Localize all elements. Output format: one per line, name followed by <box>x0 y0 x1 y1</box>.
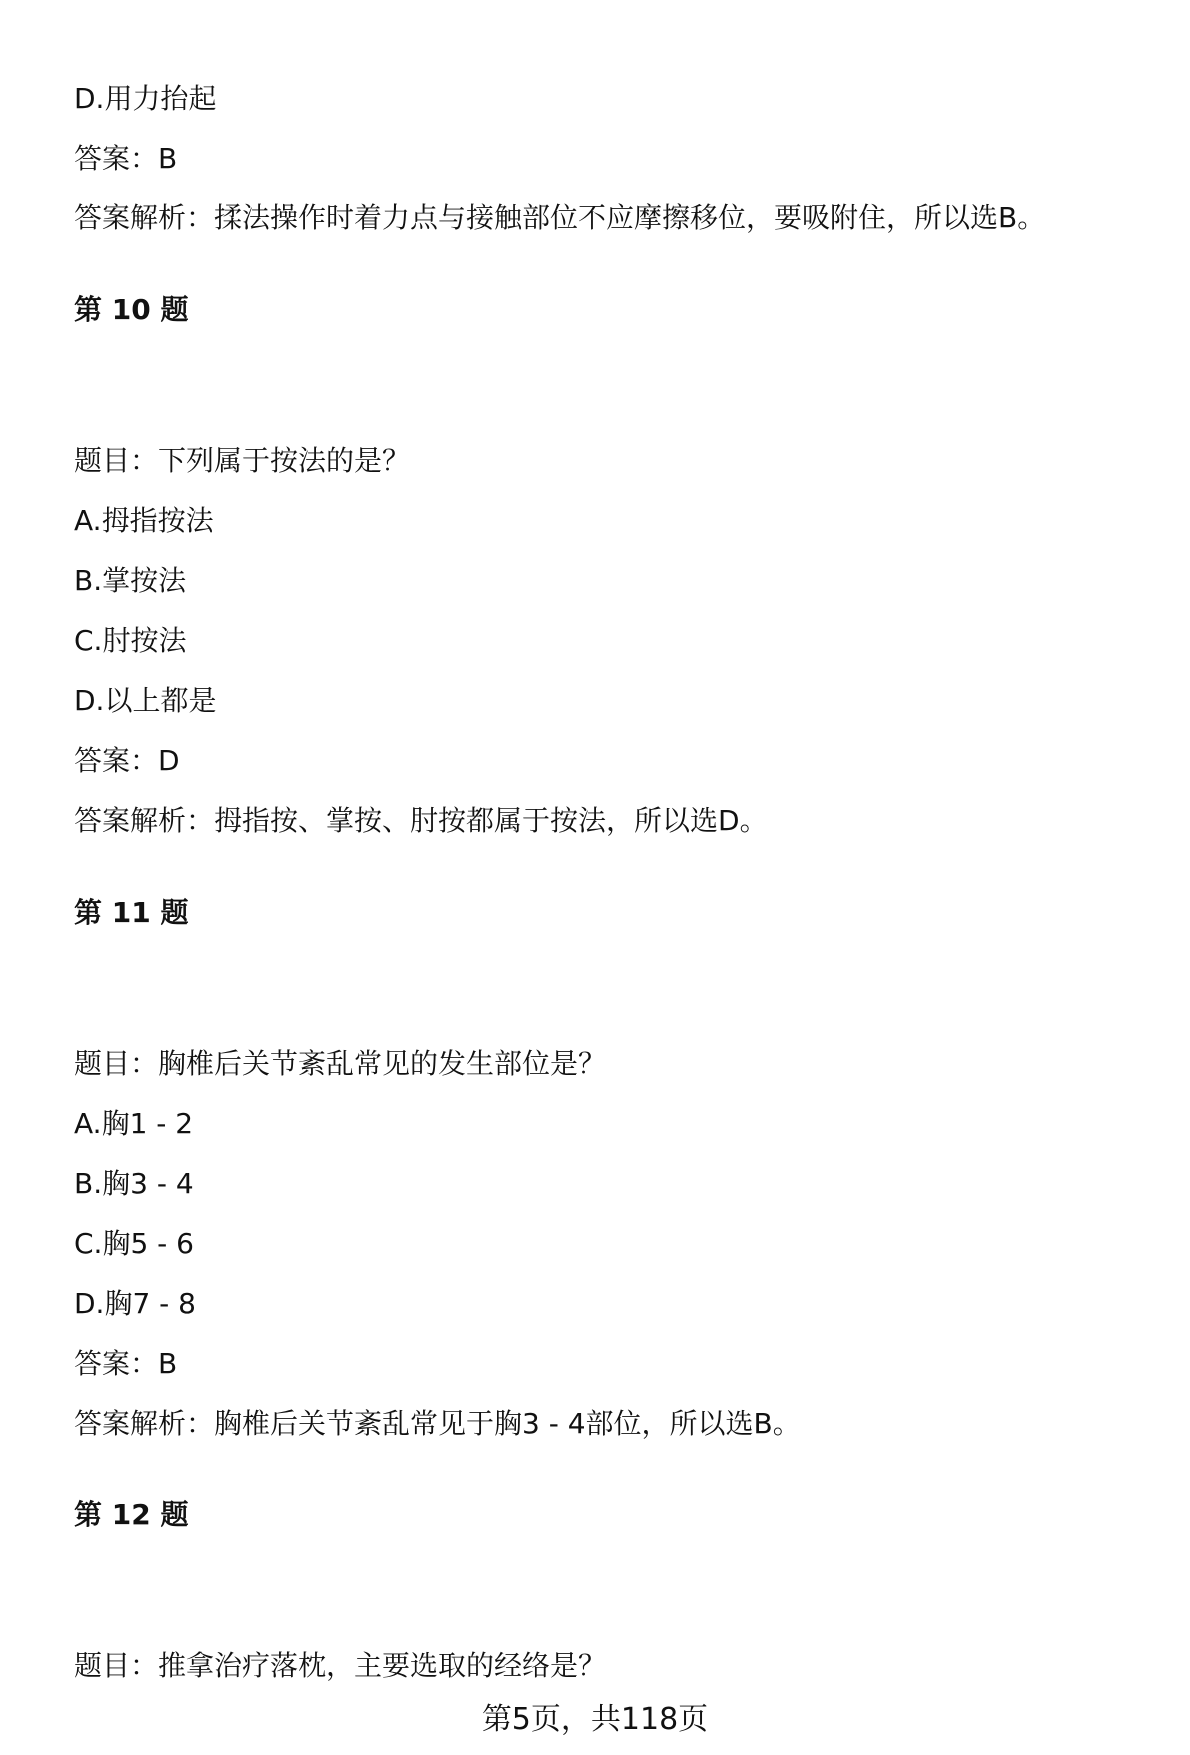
q10-option-b: B.掌按法 <box>74 564 187 597</box>
q10-option-c: C.肘按法 <box>74 624 187 657</box>
q11-option-d: D.胸7 - 8 <box>74 1287 196 1320</box>
q10-option-d: D.以上都是 <box>74 684 217 717</box>
q11-question: 题目：胸椎后关节紊乱常见的发生部位是？ <box>74 1047 607 1080</box>
q11-option-b: B.胸3 - 4 <box>74 1167 194 1200</box>
q11-option-a: A.胸1 - 2 <box>74 1107 194 1140</box>
q10-answer: 答案：D <box>74 744 180 777</box>
q10-explanation: 答案解析：拇指按、掌按、肘按都属于按法，所以选D。 <box>74 804 768 837</box>
page-footer: 第5页，共118页 <box>481 1702 709 1737</box>
q10-option-a: A.拇指按法 <box>74 504 214 537</box>
q11-explanation: 答案解析：胸椎后关节紊乱常见于胸3 - 4部位，所以选B。 <box>74 1407 801 1440</box>
q12-question: 题目：推拿治疗落枕，主要选取的经络是？ <box>74 1649 607 1682</box>
q10-question: 题目：下列属于按法的是？ <box>74 444 411 477</box>
q11-answer: 答案：B <box>74 1347 178 1380</box>
q11-option-c: C.胸5 - 6 <box>74 1227 194 1260</box>
q11-heading: 第 11 题 <box>74 896 189 929</box>
q12-heading: 第 12 题 <box>74 1498 189 1531</box>
prev-option-d: D.用力抬起 <box>74 82 217 115</box>
prev-explanation: 答案解析：揉法操作时着力点与接触部位不应摩擦移位，要吸附住，所以选B。 <box>74 201 1046 234</box>
prev-answer: 答案：B <box>74 142 178 175</box>
q10-heading: 第 10 题 <box>74 293 189 326</box>
